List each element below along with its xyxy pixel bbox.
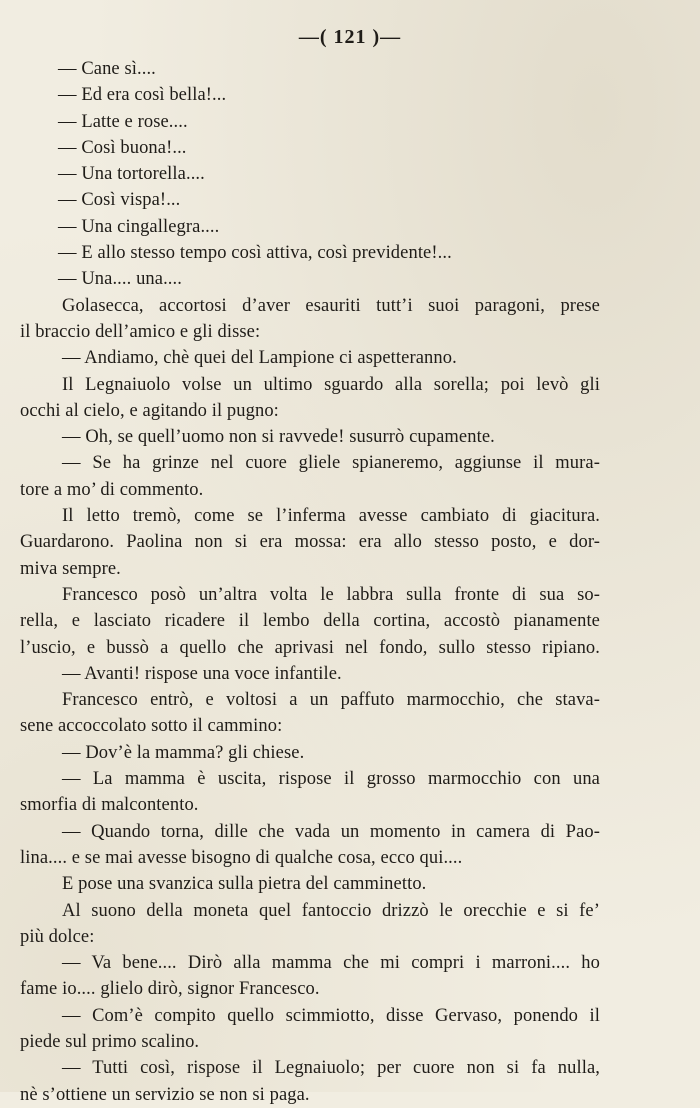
- text-line: occhi al cielo, e agitando il pugno:: [20, 400, 279, 421]
- text-line: Francesco posò un’altra volta le labbra sulla fronte di sua so-: [62, 584, 600, 605]
- text-line: fame io.... glielo dirò, signor Francesco.: [20, 979, 320, 1000]
- text-line: — Quando torna, dille che vada un momento in camera di Pao-: [62, 821, 600, 842]
- text-line: — Una tortorella....: [58, 164, 205, 185]
- text-line: — Andiamo, chè quei del Lampione ci aspetteranno.: [62, 348, 457, 369]
- page-number: —( 121 )—: [298, 26, 402, 48]
- text-line: — La mamma è uscita, rispose il grosso marmocchio con una: [62, 769, 600, 790]
- text-line: — Avanti! rispose una voce infantile.: [62, 663, 342, 684]
- text-line: Golasecca, accortosi d’aver esauriti tutt’i suoi paragoni, prese: [62, 295, 600, 316]
- text-line: Francesco entrò, e voltosi a un paffuto marmocchio, che stava-: [62, 690, 600, 711]
- text-line: — E allo stesso tempo così attiva, così previdente!...: [58, 243, 452, 264]
- text-line: lina.... e se mai avesse bisogno di qualche cosa, ecco qui....: [20, 847, 463, 868]
- text-line: il braccio dell’amico e gli disse:: [20, 321, 261, 342]
- text-line: più dolce:: [20, 926, 95, 947]
- text-line: rella, e lasciato ricadere il lembo della cortina, accostò pianamente: [20, 611, 600, 632]
- text-line: — Così vispa!...: [58, 190, 181, 211]
- text-line: — Latte e rose....: [58, 111, 188, 132]
- text-line: — Se ha grinze nel cuore gliele spianeremo, aggiunse il mura-: [62, 453, 600, 474]
- text-line: — Una.... una....: [58, 269, 182, 290]
- text-line: nè s’ottiene un servizio se non si paga.: [20, 1084, 310, 1105]
- text-line: — Oh, se quell’uomo non si ravvede! susurrò cupamente.: [62, 427, 495, 448]
- text-line: — Tutti così, rispose il Legnaiuolo; per cuore non si fa nulla,: [62, 1058, 600, 1079]
- text-line: — Così buona!...: [58, 137, 187, 158]
- text-line: — Com’è compito quello scimmiotto, disse Gervaso, ponendo il: [62, 1005, 600, 1026]
- text-line: l’uscio, e bussò a quello che aprivasi nel fondo, sullo stesso ripiano.: [20, 637, 600, 658]
- text-line: sene accoccolato sotto il cammino:: [20, 716, 283, 737]
- text-line: E pose una svanzica sulla pietra del camminetto.: [62, 874, 427, 895]
- text-line: — Una cingallegra....: [58, 216, 220, 237]
- text-line: Il Legnaiuolo volse un ultimo sguardo alla sorella; poi levò gli: [62, 374, 600, 395]
- text-line: — Va bene.... Dirò alla mamma che mi compri i marroni.... ho: [62, 953, 600, 974]
- text-line: miva sempre.: [20, 558, 121, 579]
- text-line: — Ed era così bella!...: [58, 85, 227, 106]
- text-line: Al suono della moneta quel fantoccio drizzò le orecchie e si fe’: [62, 900, 600, 921]
- body-text: [20, 56, 600, 1108]
- text-line: Guardarono. Paolina non si era mossa: era allo stesso posto, e dor-: [20, 532, 600, 553]
- text-line: smorfia di malcontento.: [20, 795, 199, 816]
- text-line: tore a mo’ di commento.: [20, 479, 204, 500]
- text-line: — Dov’è la mamma? gli chiese.: [62, 742, 305, 763]
- text-line: — Cane sì....: [58, 59, 156, 79]
- text-line: piede sul primo scalino.: [20, 1031, 200, 1052]
- text-line: Il letto tremò, come se l’inferma avesse cambiato di giacitura.: [62, 506, 600, 527]
